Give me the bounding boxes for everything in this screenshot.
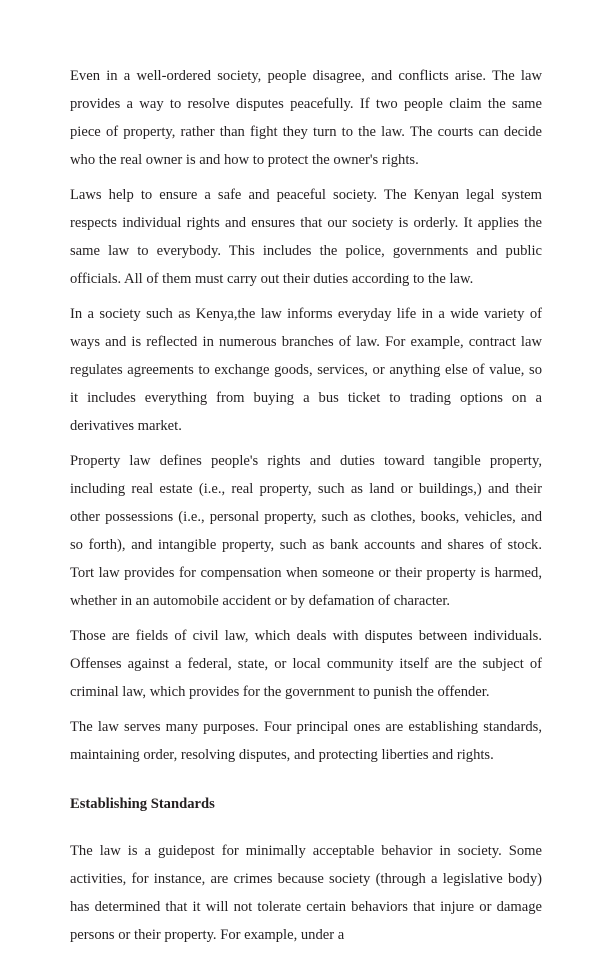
section-heading-establishing-standards: Establishing Standards	[70, 796, 215, 812]
paragraph-branches-of-law: In a society such as Kenya,the law informs everyday life in a wide variety of ways and is reflected in numerous branches of law. For example, contract law regulates agreements to exchange goods, services, or anything else of value, so it includes everything from buying a bus ticket to trading options on a derivatives market.	[70, 306, 542, 434]
paragraph-safe-peaceful-society: Laws help to ensure a safe and peaceful society. The Kenyan legal system respects individual rights and ensures that our society is orderly. It applies the same law to everybody. This includes the police, governments and public officials. All of them must carry out their duties according to the law.	[70, 187, 542, 287]
paragraph-conflicts-arise: Even in a well-ordered society, people disagree, and conflicts arise. The law provides a way to resolve disputes peacefully. If two people claim the same piece of property, rather than fight they turn to the law. The courts can decide who the real owner is and how to protect the owner's rights.	[70, 68, 542, 168]
paragraph-purposes-of-law: The law serves many purposes. Four principal ones are establishing standards, maintaining order, resolving disputes, and protecting liberties and rights.	[70, 719, 542, 763]
paragraph-law-as-guidepost: The law is a guidepost for minimally acceptable behavior in society. Some activities, for instance, are crimes because society (through a legislative body) has determined that it will not tolerate certain behaviors that injure or damage persons or their property. For example, under a	[70, 843, 542, 943]
paragraph-civil-and-criminal-law: Those are fields of civil law, which deals with disputes between individuals. Offenses against a federal, state, or local community itself are the subject of criminal law, which provides for the government to punish the offender.	[70, 628, 542, 700]
paragraph-property-and-tort-law: Property law defines people's rights and duties toward tangible property, including real estate (i.e., real property, such as land or buildings,) and their other possessions (i.e., personal property, such as clothes, books, vehicles, and so forth), and intangible property, such as bank accounts and shares of stock. Tort law provides for compensation when someone or their property is harmed, whether in an automobile accident or by defamation of character.	[70, 453, 542, 609]
document-body	[70, 62, 542, 956]
